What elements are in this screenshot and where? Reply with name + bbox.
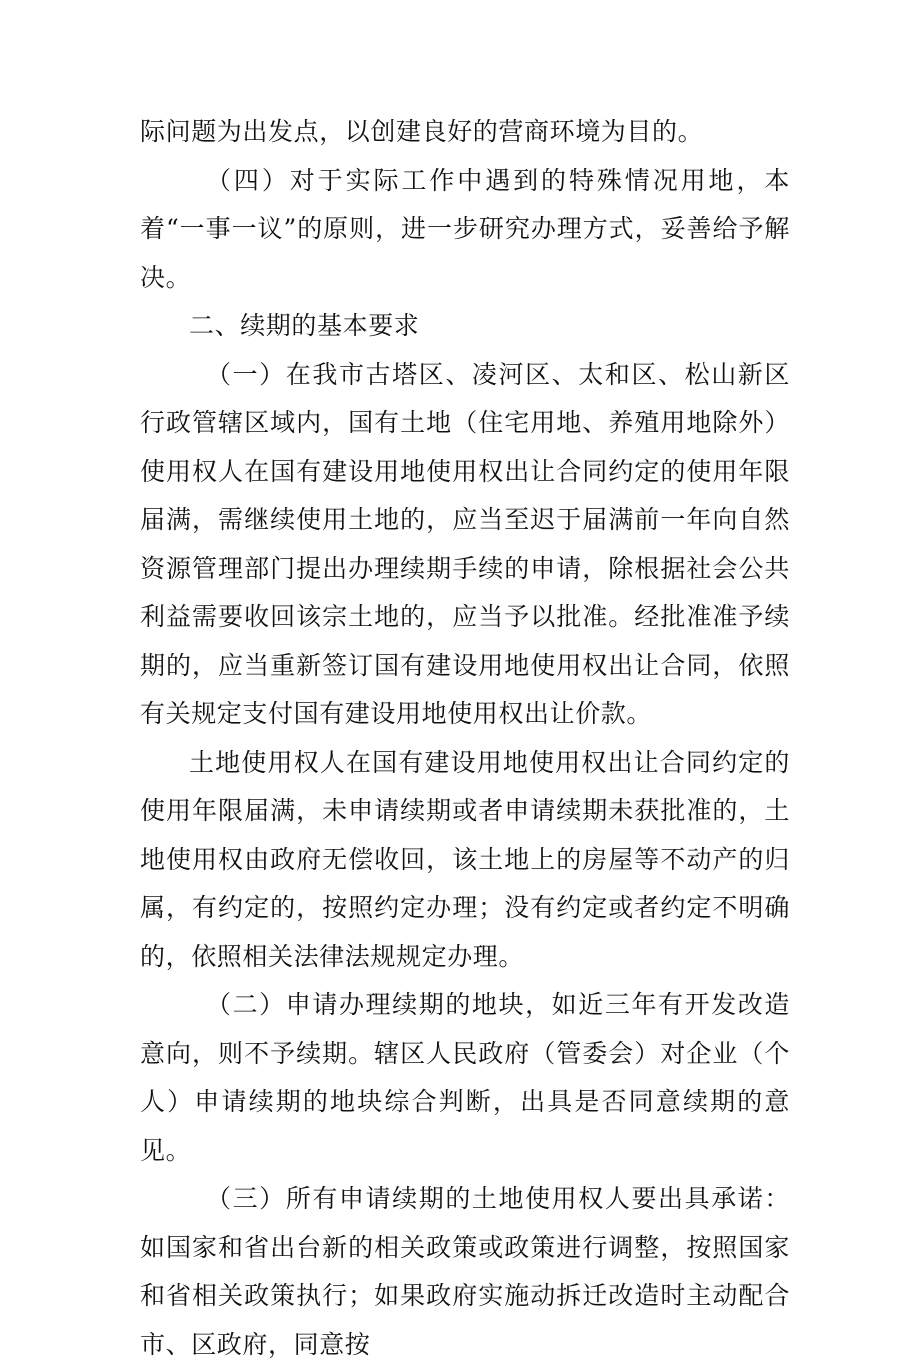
paragraph-continuation: 际问题为出发点，以创建良好的营商环境为目的。 [140, 117, 704, 146]
paragraph-item-four: （四）对于实际工作中遇到的特殊情况用地，本着“一事一议”的原则，进一步研究办理方式，妥善给予解决。 [140, 165, 790, 292]
paragraph-expiry-rules: 土地使用权人在国有建设用地使用权出让合同约定的使用年限届满，未申请续期或者申请续期未获批准的，土地使用权由政府无偿收回，该土地上的房屋等不动产的归属，有约定的，按照约定办理；没有约定或者约定不明确的，依照相关法律法规规定办理。 [140, 747, 790, 971]
paragraph-item-two: （二）申请办理续期的地块，如近三年有开发改造意向，则不予续期。辖区人民政府（管委会）对企业（个人）申请续期的地块综合判断，出具是否同意续期的意见。 [140, 990, 790, 1165]
section-heading-renewal-requirements: 二、续期的基本要求 [189, 311, 420, 340]
paragraph-item-one: （一）在我市古塔区、凌河区、太和区、松山新区行政管辖区域内，国有土地（住宅用地、养殖用地除外）使用权人在国有建设用地使用权出让合同约定的使用年限届满，需继续使用土地的，应当至迟于届满前一年向自然资源管理部门提出办理续期手续的申请，除根据社会公共利益需要收回该宗土地的，应当予以批准。经批准准予续期的，应当重新签订国有建设用地使用权出让合同，依照有关规定支付国有建设用地使用权出让价款。 [140, 359, 790, 728]
document-page [140, 108, 790, 1369]
paragraph-item-three: （三）所有申请续期的土地使用权人要出具承诺：如国家和省出台新的相关政策或政策进行调整，按照国家和省相关政策执行；如果政府实施动拆迁改造时主动配合市、区政府，同意按 [140, 1184, 790, 1359]
